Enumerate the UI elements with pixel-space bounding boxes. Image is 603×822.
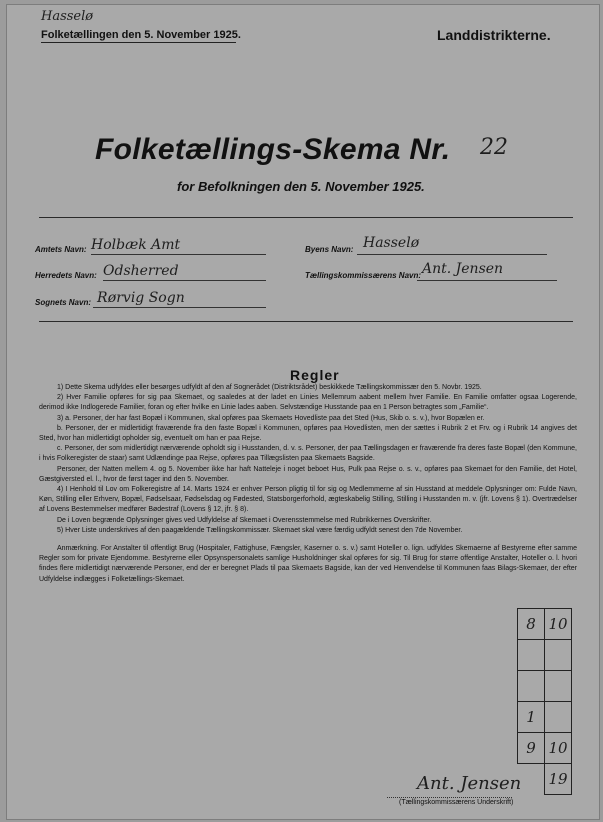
tally-row — [518, 609, 572, 640]
district-label: Landdistrikterne. — [437, 27, 551, 43]
tally-row — [518, 671, 572, 702]
tally-cell — [518, 640, 545, 671]
taellingskommissaer-line — [417, 280, 557, 281]
census-form-page — [6, 4, 600, 820]
rule-paragraph: De i Loven begrænde Oplysninger gives ved Udfyldelse af Skemaet i Overensstemmelse med Rubrikkernes Overskrifter. — [57, 516, 432, 524]
rule-paragraph: 5) Hver Liste underskrives af den paagældende Tællingskommissær. Skemaet skal være færdig udfyldt senest den 7de November. — [57, 526, 463, 534]
rule-paragraph: 4) I Henhold til Lov om Folkeregistre af 14. Marts 1924 er enhver Person pligtig til for sig og Medlemmerne af sin Husstand at meddele Oplysninger om: Fulde Navn, Køn, Stilling eller Erhverv, Bopæl, Fødselsaar, Fødselsdag og Fødested, Statsborgerforhold, ægteskabelig Stilling, Stilling i Husstanden m. v. (jfr. Lovens § 1). Overtrædelser af Lovens Bestemmelser medfører Bødestraf (Lovens § 12, jfr. § 8). — [39, 486, 577, 514]
amt-line — [91, 254, 266, 255]
rules-text — [39, 383, 577, 585]
tally-cell — [518, 671, 545, 702]
rule-paragraph: b. Personer, der er midlertidigt fraværende fra den faste Bopæl i Kommunen, opføres paa Hovedlisten, men der sættes i Rubrik 2 et Frv. og i Rubrik 14 angives det Sted, hvor han midlertidigt opholder sig, eventuelt om han er paa Rejse. — [39, 424, 577, 443]
signature-label: (Tællingskommissærens Underskrift) — [399, 799, 514, 806]
tally-table — [517, 608, 572, 795]
form-title: Folketællings-Skema Nr. — [95, 133, 451, 166]
rule-paragraph: 2) Hver Familie opføres for sig paa Skemaet, og saaledes at der ladet en Linies Mellemrum aabent mellem hver Familie. En Familie omfatter ogsaa Logerende, derimod ikke Indlogerede Familier, foran og efter hvilke en Linie lades aaben. Selvstændige Husstande paa en 1 Person betragtes som „Familie“. — [39, 394, 577, 412]
tally-row — [518, 702, 572, 733]
stamp-handwritten-place: Hasselø — [41, 9, 94, 24]
tally-cell: 1 — [518, 702, 545, 733]
tally-cell — [545, 671, 572, 702]
rule-paragraph: 3) a. Personer, der har fast Bopæl i Kommunen, skal opføres paa Skemaets Hovedliste paa det Sted (Hus, Skib o. s. v.), hvor Bopælen er. — [57, 414, 485, 422]
tally-cell: 10 — [545, 733, 572, 764]
rules-note: Anmærkning. For Anstalter til offentligt Brug (Hospitaler, Fattighuse, Fængsler, Kaserner o. s. v.) samt Hoteller o. lign. udfyldes Skemaerne af Bestyrerne efter samme Regler som for private Ejendomme. Bestyrerne eller Opsynspersonalets samlige Husholdninger skal opføres for sig. Til Brug for større offentlige Anstalter, Hoteller o. l. hvori findes flere midlertidigt nærværende Personer, end der er beregnet Plads til paa Skemaets Bagside, kan der ved Henvendelse til Kommunen faas Bilags-Skemaer, der efter Udfyldelse indlægges i Folketællings-Skemaet. — [39, 545, 577, 583]
enumerator-signature: Ant. Jensen — [417, 773, 522, 794]
rule-paragraph: Personer, der Natten mellem 4. og 5. November ikke har haft Natteleje i noget beboet Hus, Pulk paa Rejse o. s. v., opføres paa Skemaet for den Familie, det Hotel, Gæstgiversted el. l., hvor de først tager ind den 5. November. — [39, 465, 577, 483]
herred-line — [103, 280, 266, 281]
byens-label: Byens Navn: — [305, 245, 354, 254]
signature-line — [387, 797, 512, 798]
amt-value: Holbæk Amt — [91, 237, 181, 253]
amt-label: Amtets Navn: — [35, 245, 87, 254]
tally-row — [518, 640, 572, 671]
census-date-line: Folketællingen den 5. November 1925. — [41, 29, 241, 41]
rule-paragraph: c. Personer, der som midlertidigt nærværende opholdt sig i Husstanden, d. v. s. Personer, der paa Tællingsdagen er fraværende fra deres faste Bopæl (den Kommune, i hvis Folkeregister de staar) samt Udlændinge paa Rejse, opføres paa Tillægslisten paa Skemaets Bagside. — [39, 445, 577, 463]
tally-cell-total: 19 — [545, 764, 572, 795]
taellingskommissaer-label: Tællingskommissærens Navn: — [305, 271, 422, 280]
tally-row — [518, 764, 572, 795]
form-number: 22 — [480, 135, 508, 160]
rules-heading: Regler — [290, 367, 340, 383]
tally-cell: 10 — [545, 609, 572, 640]
divider-middle — [39, 321, 573, 322]
tally-cell — [545, 702, 572, 733]
census-line-underline — [41, 42, 236, 43]
sogn-label: Sognets Navn: — [35, 298, 92, 307]
sogn-line — [93, 307, 266, 308]
taellingskommissaer-value: Ant. Jensen — [422, 261, 504, 277]
form-subtitle: for Befolkningen den 5. November 1925. — [177, 179, 425, 194]
rule-paragraph: 1) Dette Skema udfyldes eller besørges udfyldt af den af Sognerådet (Distriktsrådet) beskikkede Tællingskommissær den 5. Novbr. 1925. — [57, 384, 482, 391]
tally-row — [518, 733, 572, 764]
tally-cell — [545, 640, 572, 671]
herred-value: Odsherred — [103, 263, 179, 279]
byens-line — [357, 254, 547, 255]
divider-top — [39, 217, 573, 218]
herred-label: Herredets Navn: — [35, 271, 97, 280]
tally-cell-empty — [518, 764, 545, 795]
tally-cell: 9 — [518, 733, 545, 764]
sogn-value: Rørvig Sogn — [97, 290, 185, 306]
byens-value: Hasselø — [363, 235, 420, 251]
tally-cell: 8 — [518, 609, 545, 640]
